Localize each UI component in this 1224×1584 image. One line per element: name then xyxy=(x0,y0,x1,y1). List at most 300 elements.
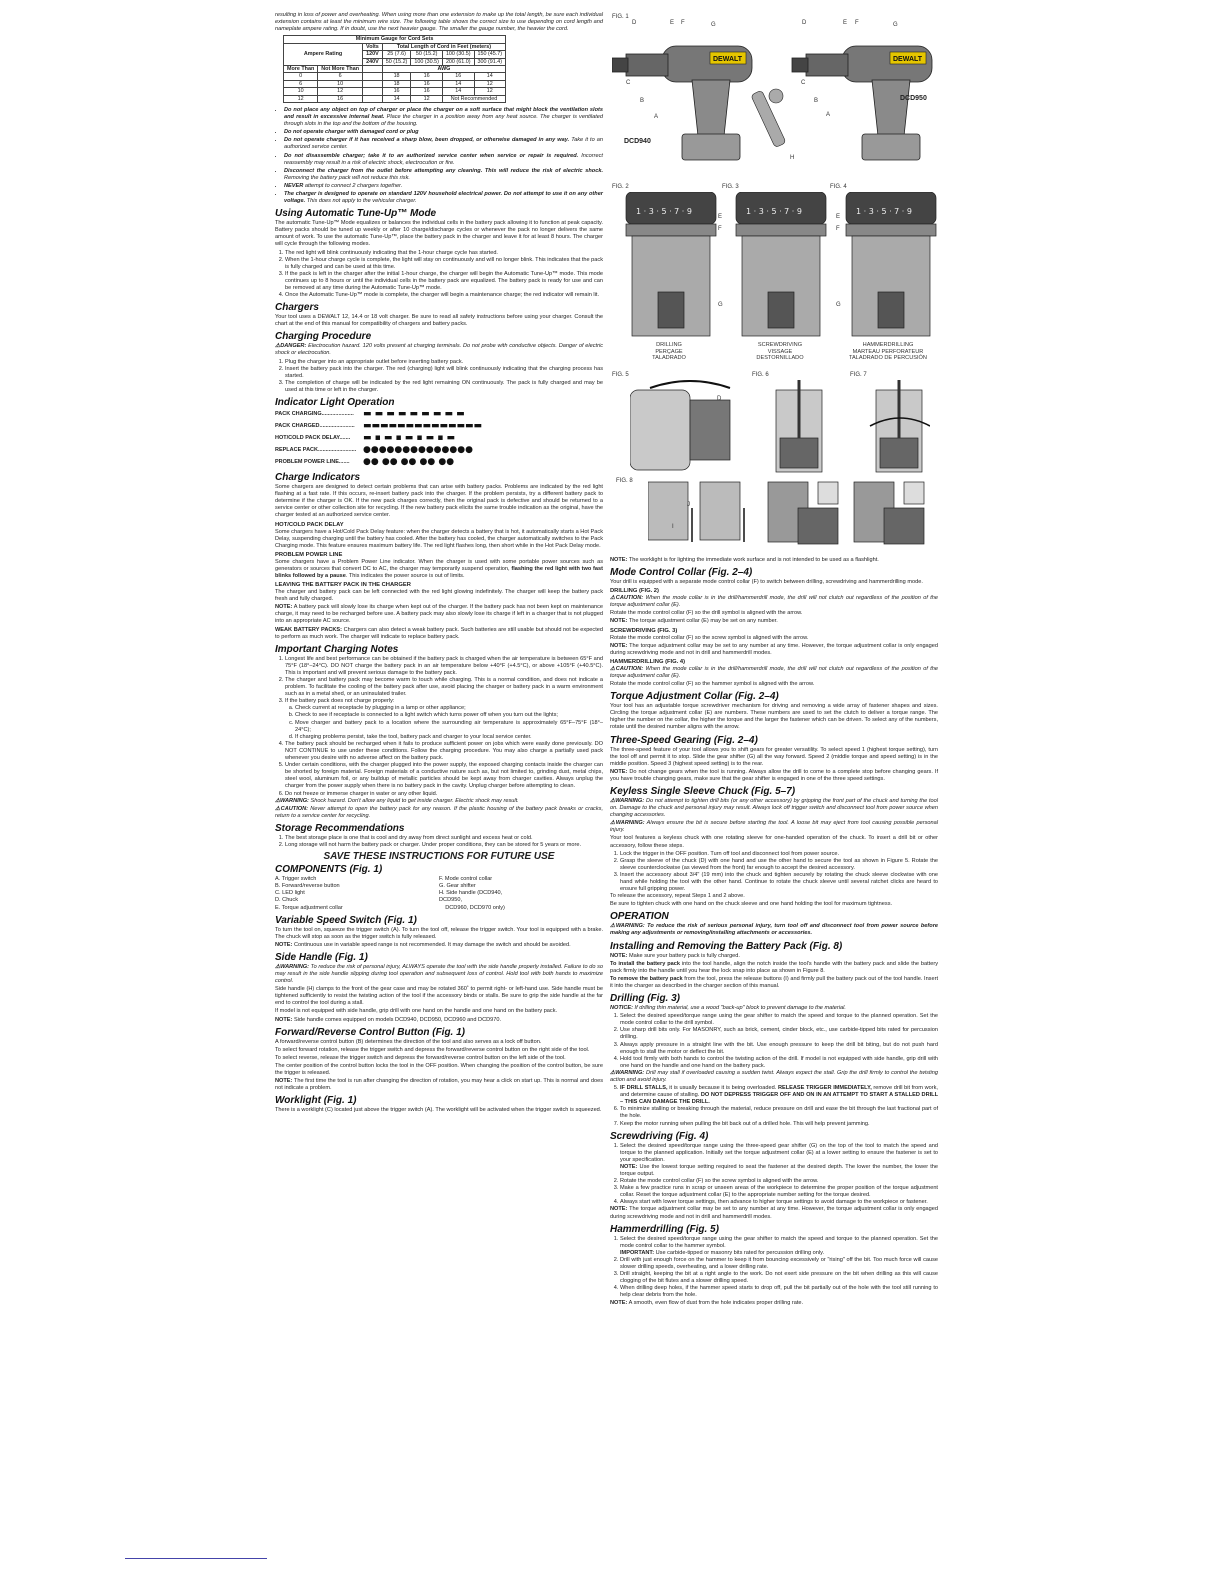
list-item: 3. The completion of charge will be indicated by the red light remaining ON continuously. The pack is fully charged and may be used at this time or left in the charger. xyxy=(285,380,603,394)
caution-label: ⚠CAUTION: xyxy=(610,665,644,672)
callout-letter: F xyxy=(855,20,859,26)
paragraph: Your tool has an adjustable torque screwdriver mechanism for driving and removing a wide array of fastener shapes and sizes. Circling the torque adjustment collar (E) are numbers. These numbers are used to set the clutch to deliver a torque range. The higher the number on the collar, the higher the torque and the larger the fastener which can be driven. To select any of the numbers, rotate until the desired number aligns with the arrow. xyxy=(610,703,938,731)
length-cell: 100 (30.5) xyxy=(442,51,474,58)
more-than-header: More Than xyxy=(284,65,318,72)
note xyxy=(275,1078,603,1092)
drilling-heading: Drilling (Fig. 3) xyxy=(610,993,680,1005)
paragraph: The three-speed feature of your tool allows you to shift gears for greater versatility. To select speed 1 (highest torque setting), turn the tool off and permit it to stop. Slide the gear shifter (G) all the way forward. Speed 2 (middle torque and speed setting) is in the middle position. Speed 3 (highest speed setting) is to the rear. xyxy=(610,746,938,767)
indicator-label: PACK CHARGING..................... xyxy=(275,411,354,418)
awg-header: AWG xyxy=(382,65,505,72)
list-item: H. Side handle (DCD940, DCD950, xyxy=(439,890,503,904)
subheading: HOT/COLD PACK DELAY xyxy=(275,521,344,528)
volt-120: 120V xyxy=(363,51,383,58)
text-bold: To install the battery pack xyxy=(610,960,680,967)
table-row xyxy=(284,95,506,102)
list-item: 4. Always start with lower torque settings, then advance to higher torque settings to avoid damage to the workpiece or fastener. xyxy=(620,1199,938,1206)
paragraph xyxy=(610,976,938,990)
list-item: 1. The best storage place is one that is cool and dry away from direct sunlight and excess heat or cold. xyxy=(285,835,603,842)
indicator-pattern: ●●●●●●●●●●●●●● xyxy=(363,445,473,456)
mode-collar-heading: Mode Control Collar (Fig. 2–4) xyxy=(610,567,753,579)
list-item: 2. Long storage will not harm the battery pack or charger. Under proper conditions, they can be stored for 5 years or more. xyxy=(285,842,603,849)
paragraph: The center position of the control button locks the tool in the OFF position. When changing the position of the control button, be sure the trigger is released. xyxy=(275,1062,603,1077)
charging-notes-list xyxy=(275,656,603,798)
left-column xyxy=(275,12,603,1115)
text: Select the desired speed/torque range using the gear shifter to match the speed and torque to the planned operation. Set the mode control collar to the hammer symbol. xyxy=(620,1235,938,1249)
note-label: NOTE: xyxy=(610,1299,628,1306)
model-label: DCD940 xyxy=(624,138,651,145)
warning-label: ⚠WARNING: xyxy=(275,963,310,970)
table-cell: 18 xyxy=(382,80,411,87)
note-label: NOTE: xyxy=(610,618,628,625)
warning-text: Shock hazard. Don't allow any liquid to get inside charger. Electric shock may result. xyxy=(308,797,519,804)
note-label: NOTE: xyxy=(275,1016,293,1023)
charger-safety-list xyxy=(275,107,603,205)
note-label: NOTE: xyxy=(620,1163,638,1170)
callout-letter: G xyxy=(836,302,841,308)
note-label: NOTE: xyxy=(610,768,628,775)
text: into the tool handle, align the notch inside the tool's handle with the battery pack and slide the battery pack firmly into the handle until you hear the lock snap into place as shown in Figure 8. xyxy=(610,960,938,974)
indicator-heading: Indicator Light Operation xyxy=(275,397,395,409)
important-text: Use carbide-tipped or masonry bits rated for percussion drilling only. xyxy=(654,1249,825,1256)
tuneup-paragraph: The automatic Tune-Up™ Mode equalizes or balances the individual cells in the battery pack allowing it to function at peak capacity. Battery packs should be tuned up weekly or after 10 charge/discharge cycles or whenever the pack no longer delivers the same amount of work. To use the automatic Tune-Up™, place the battery pack in the charger and leave it for at least 8 hours. The charger will cycle through the following modes. xyxy=(275,220,603,248)
list-item: 3. Always apply pressure in a straight line with the bit. Use enough pressure to keep the drill bit biting, but do not push hard enough to stall the motor or deflect the bit. xyxy=(620,1042,938,1056)
list-item: 6. Do not freeze or immerse charger in water or any other liquid. xyxy=(285,791,603,798)
text: . This indicates the power source is out of limits. xyxy=(345,572,465,579)
text: Some chargers have a Problem Power Line indicator. When the charger is used with some portable power sources such as generators or sources that convert DC to AC, the charger may temporarily suspend operation, xyxy=(275,558,603,572)
bullet-text: This does not apply to the vehicular charger. xyxy=(305,198,417,205)
note-text: Do not change gears when the tool is running. Always allow the drill to come to a complete stop before changing gears. If you have trouble changing gears, make sure that the gear shifter is engaged in one of the three speed settings. xyxy=(610,768,938,782)
list-item: 2. Use sharp drill bits only. For MASONRY, such as brick, cement, cinder block, etc., use carbide-tipped bits rated for percussion drilling. xyxy=(620,1027,938,1041)
indicator-label: REPLACE PACK......................... xyxy=(275,447,357,454)
list-item: 4. The battery pack should be recharged when it fails to produce sufficient power on jobs which were easily done previously. DO NOT CONTINUE to use under these conditions. Follow the charging procedure. You may also charge a partially used pack whenever you desire with no adverse affect on the battery pack. xyxy=(285,741,603,762)
variable-speed-heading: Variable Speed Switch (Fig. 1) xyxy=(275,914,417,926)
indicator-label: PROBLEM POWER LINE....... xyxy=(275,459,350,466)
subheading: DRILLING (FIG. 2) xyxy=(610,588,659,595)
fig-3-label: FIG. 3 xyxy=(722,184,739,190)
indicator-pattern: ▬▬▬▬▬▬▬▬▬▬▬▬▬▬ xyxy=(363,421,483,432)
notice-note xyxy=(610,1005,938,1012)
caution-text: When the mode collar is in the drill/hammerdrill mode, the drill will not clutch out regardless of the position of the torque adjustment collar (E). xyxy=(610,595,939,609)
length-cell: 100 (30.5) xyxy=(411,58,443,65)
paragraph xyxy=(275,559,603,580)
callout-letter: A xyxy=(826,112,831,118)
note xyxy=(610,557,938,564)
side-handle-heading: Side Handle (Fig. 1) xyxy=(275,951,368,963)
list-item xyxy=(620,1085,938,1106)
text-bold: To remove the battery pack xyxy=(610,975,683,982)
note xyxy=(610,769,938,783)
note-text: Side handle comes equipped on models DCD940, DCD950, DCD960 and DCD970. xyxy=(292,1016,502,1023)
table-cell: 18 xyxy=(382,73,411,80)
note-text: The torque adjustment collar may be set to any number at any time. However, the torque adjustment collar is only engaged during screwdriving mode and not in drill and hammerdrill modes. xyxy=(610,642,938,656)
callout-letter: H xyxy=(790,155,795,161)
paragraph: There is a worklight (C) located just above the trigger switch (A). The worklight will be activated when the trigger switch is squeezed. xyxy=(275,1107,602,1114)
notice-label: NOTICE: xyxy=(610,1005,633,1012)
tuneup-heading: Using Automatic Tune-Up™ Mode xyxy=(275,208,437,220)
table-cell: 16 xyxy=(442,73,474,80)
paragraph: To release the accessory, repeat Steps 1 and 2 above. xyxy=(610,893,745,900)
chargers-paragraph: Your tool uses a DEWALT 12, 14.4 or 18 volt charger. Be sure to read all safety instructions before using your charger. Consult the chart at the end of this manual for compatibility of chargers and battery packs. xyxy=(275,314,603,328)
table-cell: 14 xyxy=(442,88,474,95)
screwdriving-heading: Screwdriving (Fig. 4) xyxy=(610,1130,709,1142)
callout-letter: C xyxy=(626,80,631,86)
paragraph: Rotate the mode control collar (F) so the hammer symbol is aligned with the arrow. xyxy=(610,681,815,688)
notice-text: If drilling thin material, use a wood "back-up" block to prevent damage to the material. xyxy=(633,1005,846,1012)
note xyxy=(275,1017,603,1024)
list-item xyxy=(620,1236,938,1257)
fig-8-battery-illustration xyxy=(648,478,938,552)
cord-gauge-table xyxy=(283,35,506,103)
callout-letter: C xyxy=(801,80,806,86)
warning-label: ⚠WARNING: xyxy=(610,797,645,804)
footer-rule xyxy=(125,1558,267,1559)
warning-note xyxy=(610,820,938,834)
table-cell: 0 xyxy=(284,73,318,80)
intro-paragraph: resulting in loss of power and overheating. When using more than one extension to make up the total length, be sure each individual extension contains at least the minimum wire size. The following table shows the correct size to use depending on cord length and nameplate ampere rating. If in doubt, use the next heavier gauge. The smaller the gauge number, the heavier the cord. xyxy=(275,12,603,33)
table-cell: 12 xyxy=(284,95,318,102)
callout-letter: G xyxy=(711,22,716,28)
warning-text: Do not attempt to tighten drill bits (or any other accessory) by gripping the front part of the chuck and turning the tool on. Damage to the chuck and personal injury may result. Always lock off trigger switch and disconnect tool from power source when changing accessories. xyxy=(610,797,939,819)
list-item: 4. Once the Automatic Tune-Up™ mode is complete, the charger will begin a maintenance charge; the red indicator will remain lit. xyxy=(285,292,603,299)
table-cell: 10 xyxy=(318,80,363,87)
note-label: NOTE: xyxy=(610,1206,628,1213)
caution-note xyxy=(610,595,938,609)
storage-heading: Storage Recommendations xyxy=(275,822,405,834)
chuck-steps xyxy=(610,851,938,894)
paragraph: To select forward rotation, release the trigger switch and depress the forward/reverse control button on the right side of the tool. xyxy=(275,1046,590,1053)
callout-letter: A xyxy=(654,114,659,120)
note xyxy=(610,618,938,625)
bullet-bold: The charger is designed to operate on standard 120V household electrical power. Do not attempt to use it on any other voltage. xyxy=(284,190,603,205)
text-bold: IF DRILL STALLS, xyxy=(620,1085,668,1092)
danger-text: Electrocution hazard. 120 volts present at charging terminals. Do not probe with conductive objects. Danger of electric shock or electrocution. xyxy=(275,343,603,357)
bullet-text: Place the charger in a position away from any heat source. The charger is ventilated through slots in the top and the bottom of the housing. xyxy=(284,114,603,128)
list-item: 1. Longest life and best performance can be obtained if the battery pack is charged when the air temperature is between 65°F and 75°F (18°–24°C). DO NOT charge the battery pack in an air temperature below +40°F (+4.5°C), or above +105°F (+40.5°C). This is important and will prevent serious damage to the battery pack. xyxy=(285,656,603,677)
text-bold: flashing the red light with two fast blinks followed by a pause xyxy=(275,565,603,579)
fig-4-label: FIG. 4 xyxy=(830,184,847,190)
bullet-bold: Do not place any object on top of charger or place the charger on a soft surface that might block the ventilation slots and result in excessive internal heat. xyxy=(284,106,603,121)
list-item: B. Forward/reverse button xyxy=(275,883,340,890)
tuneup-steps xyxy=(275,250,603,300)
note xyxy=(275,604,603,625)
fig-4-caption: HAMMERDRILLING MARTEAU PERFORATEUR TALADRADO DE PERCUSIÓN xyxy=(849,342,927,361)
note xyxy=(610,953,938,960)
warning-note xyxy=(610,1070,938,1084)
torque-heading: Torque Adjustment Collar (Fig. 2–4) xyxy=(610,691,779,703)
warning-note xyxy=(610,798,938,819)
bullet-text: Incorrect reassembly may result in a risk of electric shock, electrocution or fire. xyxy=(284,152,603,166)
list-item: 2. The charger and battery pack may become warm to touch while charging. This is a normal condition, and does not indicate a problem. To facilitate the cooling of the battery pack after use, avoid placing the charger or battery pack in a warm environment such as in a metal shed, or an uninsulated trailer. xyxy=(285,677,603,698)
warning-note xyxy=(610,923,938,937)
table-cell: 6 xyxy=(284,80,318,87)
text: from the tool, press the release buttons (I) and firmly pull the battery pack out of the tool handle. Insert it into the charger as described in the charger section of this manual. xyxy=(610,975,939,989)
list-item: 3. Insert the accessory about 3/4" (19 mm) into the chuck and tighten securely by rotating the chuck sleeve clockwise with one hand while holding the tool with the other hand. Continue to rotate the chuck sleeve until several ratchet clicks are heard to ensure full gripping power. xyxy=(620,872,938,893)
fig-2-4-collar-illustration xyxy=(612,192,942,340)
callout-letter: D xyxy=(632,20,637,26)
fig-7-label: FIG. 7 xyxy=(850,372,867,378)
table-row xyxy=(284,80,506,87)
text: remove drill bit from work, and determine cause of stalling. xyxy=(620,1085,938,1099)
length-cell: 50 (15.2) xyxy=(411,51,443,58)
operation-heading: OPERATION xyxy=(610,911,669,923)
list-item: d. If charging problems persist, take the tool, battery pack and charger to your local service center. xyxy=(295,734,603,741)
warning-text: To reduce the risk of serious personal injury, turn tool off and disconnect tool from power source before making any adjustments or removing/installing attachments or accessories. xyxy=(610,923,938,937)
callout-letter: B xyxy=(814,98,819,104)
danger-label: ⚠DANGER: xyxy=(275,343,307,350)
charging-steps xyxy=(275,359,603,394)
save-instructions: SAVE THESE INSTRUCTIONS FOR FUTURE USE xyxy=(323,851,555,863)
table-cell: 12 xyxy=(318,88,363,95)
note-text: A smooth, even flow of dust from the hole indicates proper drilling rate. xyxy=(627,1299,804,1306)
list-item: 4. When drilling deep holes, if the hammer speed starts to drop off, pull the bit partially out of the hole with the tool still running to help clear debris from the hole. xyxy=(620,1285,938,1299)
table-cell: Not Recommended xyxy=(442,95,505,102)
list-item xyxy=(284,129,603,136)
bullet-bold: NEVER xyxy=(284,182,304,189)
text: If the battery pack does not charge properly: xyxy=(285,698,395,705)
list-item: 5. Under certain conditions, with the charger plugged into the power supply, the exposed charging contacts inside the charger can be shorted by foreign material. Foreign materials of a conductive nature such as, but not limited to, grinding dust, metal chips, steel wool, aluminum foil, or any buildup of metallic particles should be kept away from charger cavities. Always unplug the charger from the power supply when there is no battery pack in the cavity. Unplug charger before attempting to clean. xyxy=(285,762,603,790)
list-item: G. Gear shifter xyxy=(439,883,476,890)
subheading: HAMMERDRILLING (FIG. 4) xyxy=(610,658,686,665)
note-text: The first time the tool is run after changing the direction of rotation, you may hear a click on start up. This is normal and does not indicate a problem. xyxy=(275,1078,603,1092)
charging-procedure-heading: Charging Procedure xyxy=(275,331,372,343)
note-text: The torque adjustment collar may be set to any number at any time. However, the torque adjustment collar is only engaged during screwdriving mode and not in drill and hammerdrill modes. xyxy=(610,1206,938,1220)
charge-indicators-heading: Charge Indicators xyxy=(275,472,361,484)
indicator-row xyxy=(275,457,603,469)
collar-numbers: 1 · 3 · 5 · 7 · 9 xyxy=(856,207,912,216)
callout-letter: G xyxy=(718,302,723,308)
ampere-header: Ampere Rating xyxy=(284,43,363,65)
danger-note xyxy=(275,343,603,357)
length-cell: 300 (91.4) xyxy=(474,58,506,65)
paragraph: Some chargers are designed to detect certain problems that can arise with battery packs. Problems are indicated by the red light flashing at a fast rate. If this occurs, re-insert battery pack into the charger. If the problem persists, try a different battery pack to determine if the charger is OK. If the new pack charges correctly, then the original pack is defective and should be returned to a service center or other collection site for recycling. If the new battery pack elicits the same trouble indication as the original, have the charger tested at an authorized service center. xyxy=(275,484,603,519)
warning-text: Always ensure the bit is secure before starting the tool. A loose bit may eject from tool causing possible personal injury. xyxy=(610,820,938,834)
length-cell: 25 (7.6) xyxy=(382,51,411,58)
paragraph: If model is not equipped with side handle, grip drill with one hand on the handle and one hand on the battery pack. xyxy=(275,1008,558,1015)
list-item xyxy=(285,698,603,741)
warning-note xyxy=(275,964,603,985)
table-cell: 16 xyxy=(411,80,443,87)
components-right xyxy=(439,876,603,911)
not-more-than-header: Not More Than xyxy=(318,65,363,72)
text-bold: RELEASE TRIGGER IMMEDIATELY, xyxy=(777,1085,872,1092)
paragraph xyxy=(610,961,938,975)
note xyxy=(275,942,603,949)
list-item xyxy=(620,1143,938,1178)
drilling-steps xyxy=(610,1013,938,1070)
note xyxy=(610,1300,938,1307)
subheading: PROBLEM POWER LINE xyxy=(275,551,343,558)
indicator-legend xyxy=(275,409,603,469)
subheading: LEAVING THE BATTERY PACK IN THE CHARGER xyxy=(275,582,411,589)
note-text: Chargers can also detect a weak battery pack. Such batteries are still usable but should not be expected to perform as much work. The charger will indicate to replace battery pack. xyxy=(275,626,603,640)
callout-letter: I xyxy=(672,524,674,530)
note-label: NOTE: xyxy=(275,1078,293,1085)
paragraph: Some chargers have a Hot/Cold Pack Delay feature: when the charger detects a battery that is hot, it automatically starts a Hot Pack Delay, suspending charging until the battery has cooled. After the battery has cooled, the charger automatically switches to the Pack Charging mode. This feature ensures maximum battery life. The red light flashes long, then short while in the Hot Pack Delay mode. xyxy=(275,528,603,549)
bullet-bold: Do not disassemble charger; take it to an authorized service center when service or repair is required. xyxy=(284,152,579,159)
note-label: NOTE: xyxy=(610,557,628,563)
list-item: 1. Select the desired speed/torque range using the gear shifter to match the speed and torque to the planned operation. Set the mode control collar to the drill symbol. xyxy=(620,1013,938,1027)
chuck-heading: Keyless Single Sleeve Chuck (Fig. 5–7) xyxy=(610,785,796,797)
paragraph: The charger and battery pack can be left connected with the red light glowing indefinitely. The charger will keep the battery pack fresh and fully charged. xyxy=(275,589,603,603)
hammerdrilling-heading: Hammerdrilling (Fig. 5) xyxy=(610,1223,719,1235)
list-item: 2. Insert the battery pack into the charger. The red (charging) light will blink continuously indicating that the charging process has started. xyxy=(285,366,603,380)
indicator-label: PACK CHARGED....................... xyxy=(275,423,355,430)
callout-letter: F xyxy=(681,20,685,26)
fig-2-label: FIG. 2 xyxy=(612,184,629,190)
bullet-bold: Disconnect the charger from the outlet before attempting any cleaning. This will reduce the risk of electric shock. xyxy=(284,167,603,174)
warning-label: ⚠WARNING: xyxy=(610,923,645,930)
table-cell: 6 xyxy=(318,73,363,80)
paragraph: Rotate the mode control collar (F) so the drill symbol is aligned with the arrow. xyxy=(610,610,803,617)
note-label: WEAK BATTERY PACKS: xyxy=(275,626,343,633)
table-cell: 10 xyxy=(284,88,318,95)
hammerdrilling-steps xyxy=(610,1236,938,1300)
list-item: 3. If the pack is left in the charger after the initial 1-hour charge, the charger will begin the Automatic Tune-Up™ mode. This mode continues up to 8 hours or until the individual cells in the battery pack are equalized. The battery pack is ready for use and can be removed at any time during the Automatic Tune-Up™ mode. xyxy=(285,271,603,292)
model-label: DCD950 xyxy=(900,95,927,102)
table-cell: 14 xyxy=(442,80,474,87)
list-item: 3. Make a few practice runs in scrap or unseen areas of the workpiece to determine the proper position of the torque adjustment collar. Reset the torque adjustment collar (E) to the appropriate number setting for the torque desired. xyxy=(620,1185,938,1199)
warning-note xyxy=(275,798,603,805)
indicator-label: HOT/COLD PACK DELAY....... xyxy=(275,435,351,442)
volts-header: Volts xyxy=(363,43,383,50)
list-item: C. LED light xyxy=(275,890,305,897)
list-item: DCD960, DCD970 only) xyxy=(439,904,505,911)
callout-letter: G xyxy=(893,22,898,28)
note-text: Use the lowest torque setting required to seat the fastener at the desired depth. The lower the number, the lower the torque output. xyxy=(620,1163,938,1177)
callout-letter: B xyxy=(640,98,645,104)
text: Select the desired speed/torque range using the three-speed gear shifter (G) on the top of the tool to match the speed and torque to the planned application. Initially set the torque adjustment collar (E) at a lower setting to ensure the fastener is set to your specification. xyxy=(620,1142,938,1163)
list-item: b. Check to see if receptacle is connected to a light switch which turns power off when you turn out the lights; xyxy=(295,712,603,719)
bullet-bold: Do not operate charger if it has received a sharp blow, been dropped, or otherwise damaged in any way. xyxy=(284,137,570,144)
list-item: 2. Drill with just enough force on the hammer to keep it from bouncing excessively or "rising" off the bit. Too much force will cause slower drilling speeds, overheating, and a lower drilling rate. xyxy=(620,1257,938,1271)
list-item: A. Trigger switch xyxy=(275,876,317,883)
note-text: The worklight is for lighting the immediate work surface and is not intended to be used as a flashlight. xyxy=(627,557,879,563)
length-cell: 200 (61.0) xyxy=(442,58,474,65)
indicator-row xyxy=(275,421,603,433)
warning-label: ⚠WARNING: xyxy=(610,1069,645,1076)
fig-5-7-chuck-illustration xyxy=(630,380,930,474)
list-item: a. Check current at receptacle by plugging in a lamp or other appliance; xyxy=(295,705,603,712)
volt-240: 240V xyxy=(363,58,383,65)
callout-letter: E xyxy=(836,214,841,220)
note xyxy=(275,627,603,641)
bullet-text: attempt to connect 2 chargers together. xyxy=(303,182,403,189)
note-label: NOTE: xyxy=(275,604,293,611)
note-text: The torque adjustment collar (E) may be set on any number. xyxy=(627,618,778,625)
paragraph: To select reverse, release the trigger switch and depress the forward/reverse control button on the left side of the tool. xyxy=(275,1054,566,1061)
collar-numbers: 1 · 3 · 5 · 7 · 9 xyxy=(636,207,692,216)
list-item: E. Torque adjustment collar xyxy=(275,904,343,911)
length-cell: 150 (45.7) xyxy=(474,51,506,58)
charging-notes-heading: Important Charging Notes xyxy=(275,643,399,655)
warning-text: To reduce the risk of personal injury, ALWAYS operate the tool with the side handle properly installed. Failure to do so may result in the side handle slipping during tool operation and subsequent loss of control. Hold tool with both hands to maximize control. xyxy=(275,963,603,985)
indicator-pattern: ▬ ▪ ▬ ▪ ▬ ▪ ▬ ▪ ▬ xyxy=(363,433,455,444)
table-cell: 14 xyxy=(474,73,506,80)
bullet-text: Removing the battery pack will not reduce this risk. xyxy=(284,174,410,181)
list-item: 3. Drill straight, keeping the bit at a right angle to the work. Do not exert side pressure on the bit when drilling as this will cause clogging of the bit flutes and a slower drilling speed. xyxy=(620,1271,938,1285)
table-cell: 16 xyxy=(411,73,443,80)
fig-2-caption: DRILLING PERÇAGE TALADRADO xyxy=(652,342,686,361)
caution-label: ⚠CAUTION: xyxy=(275,805,309,812)
battery-heading: Installing and Removing the Battery Pack (Fig. 8) xyxy=(610,940,843,952)
gearing-heading: Three-Speed Gearing (Fig. 2–4) xyxy=(610,734,758,746)
table-cell: 16 xyxy=(318,95,363,102)
paragraph: Your tool features a keyless chuck with one rotating sleeve for one-handed operation of the chuck. To insert a drill bit or other accessory, follow these steps. xyxy=(610,835,938,849)
warning-text: Drill may stall if overloaded causing a sudden twist. Always expect the stall. Grip the drill firmly to control the twisting action and avoid injury. xyxy=(610,1069,938,1083)
fwd-rev-heading: Forward/Reverse Control Button (Fig. 1) xyxy=(275,1026,466,1038)
fig-1-label: FIG. 1 xyxy=(612,14,629,20)
brand-label: DEWALT xyxy=(713,56,743,63)
note-label: NOTE: xyxy=(610,642,628,649)
list-item xyxy=(284,191,603,205)
list-item: F. Mode control collar xyxy=(439,876,493,883)
list-item: 2. Grasp the sleeve of the chuck (D) with one hand and use the other hand to secure the tool as shown in Figure 5. Rotate the sleeve counterclockwise (as viewed from the front) far enough to accept the desired accessory. xyxy=(620,858,938,872)
components-list xyxy=(275,876,603,911)
indicator-pattern: ●● ●● ●● ●● ●● xyxy=(363,457,455,468)
fig-3-caption: SCREWDRIVING VISSAGE DESTORNILLADO xyxy=(756,342,804,361)
list-item xyxy=(284,137,603,151)
collar-numbers: 1 · 3 · 5 · 7 · 9 xyxy=(746,207,802,216)
storage-list xyxy=(275,835,603,849)
indicator-pattern: ▬ ▬ ▬ ▬ ▬ ▬ ▬ ▬ ▬ xyxy=(363,409,465,420)
table-cell: 12 xyxy=(474,88,506,95)
note-label: NOTE: xyxy=(275,941,293,948)
right-column xyxy=(610,557,938,1308)
text-bold: DO NOT DEPRESS TRIGGER OFF AND ON IN AN ATTEMPT TO START A STALLED DRILL – THIS CAN DAMAGE THE DRILL. xyxy=(620,1092,938,1106)
caution-note xyxy=(275,806,603,820)
list-item: 2. Rotate the mode control collar (F) so the screw symbol is aligned with the arrow. xyxy=(620,1178,938,1185)
callout-letter: D xyxy=(717,396,722,402)
caution-text: When the mode collar is in the drill/hammerdrill mode, the drill will not clutch out regardless of the position of the torque adjustment collar (E). xyxy=(610,665,939,679)
list-item xyxy=(284,183,603,190)
callout-letter: F xyxy=(718,226,722,232)
warning-label: ⚠WARNING: xyxy=(610,820,645,827)
list-item: 1. The red light will blink continuously indicating that the 1-hour charge cycle has started. xyxy=(285,250,603,257)
list-item xyxy=(284,168,603,182)
subheading: SCREWDRIVING (FIG. 3) xyxy=(610,627,678,634)
note xyxy=(610,1206,938,1220)
callout-letter: D xyxy=(802,20,807,26)
callout-letter: J xyxy=(687,502,690,508)
text: it is usually because it is being overloaded. xyxy=(667,1085,778,1092)
chargers-heading: Chargers xyxy=(275,302,319,314)
screwdriving-steps xyxy=(610,1143,938,1207)
caution-note xyxy=(610,666,938,680)
table-cell: 12 xyxy=(411,95,443,102)
bullet-text: Take it to an authorized service center. xyxy=(284,137,603,151)
callout-letter: E xyxy=(718,214,723,220)
note-text: Make sure your battery pack is fully charged. xyxy=(627,952,740,959)
list-item: 7. Keep the motor running when pulling the bit back out of a drilled hole. This will help prevent jamming. xyxy=(620,1121,938,1128)
table-cell: 16 xyxy=(382,88,411,95)
table-cell: 14 xyxy=(382,95,411,102)
fig-5-label: FIG. 5 xyxy=(612,372,629,378)
fig-6-label: FIG. 6 xyxy=(752,372,769,378)
note xyxy=(610,643,938,657)
indicator-row xyxy=(275,433,603,445)
list-item: 1. Plug the charger into an appropriate outlet before inserting battery pack. xyxy=(285,359,603,366)
callout-letter: E xyxy=(670,20,675,26)
bullet-bold: Do not operate charger with damaged cord or plug xyxy=(284,129,419,136)
cord-table-title: Minimum Gauge for Cord Sets xyxy=(284,36,506,43)
note-text: A battery pack will slowly lose its charge when kept out of the charger. If the battery pack has not been kept on maintenance charge, it may need to be recharged before use. A battery pack may also slowly lose its charge if left in a charger that is not plugged into an appropriate AC source. xyxy=(275,604,603,625)
drilling-steps-cont xyxy=(610,1085,938,1128)
list-item: 6. To minimize stalling or breaking through the material, reduce pressure on drill and ease the bit through the last fractional part of the hole. xyxy=(620,1106,938,1120)
table-cell: 16 xyxy=(411,88,443,95)
note-label: NOTE: xyxy=(610,952,628,959)
paragraph: Rotate the mode control collar (F) so the screw symbol is aligned with the arrow. xyxy=(610,634,809,641)
paragraph: To turn the tool on, squeeze the trigger switch (A). To turn the tool off, release the trigger switch. Your tool is equipped with a brake. The chuck will stop as soon as the trigger switch is fully released. xyxy=(275,926,603,940)
